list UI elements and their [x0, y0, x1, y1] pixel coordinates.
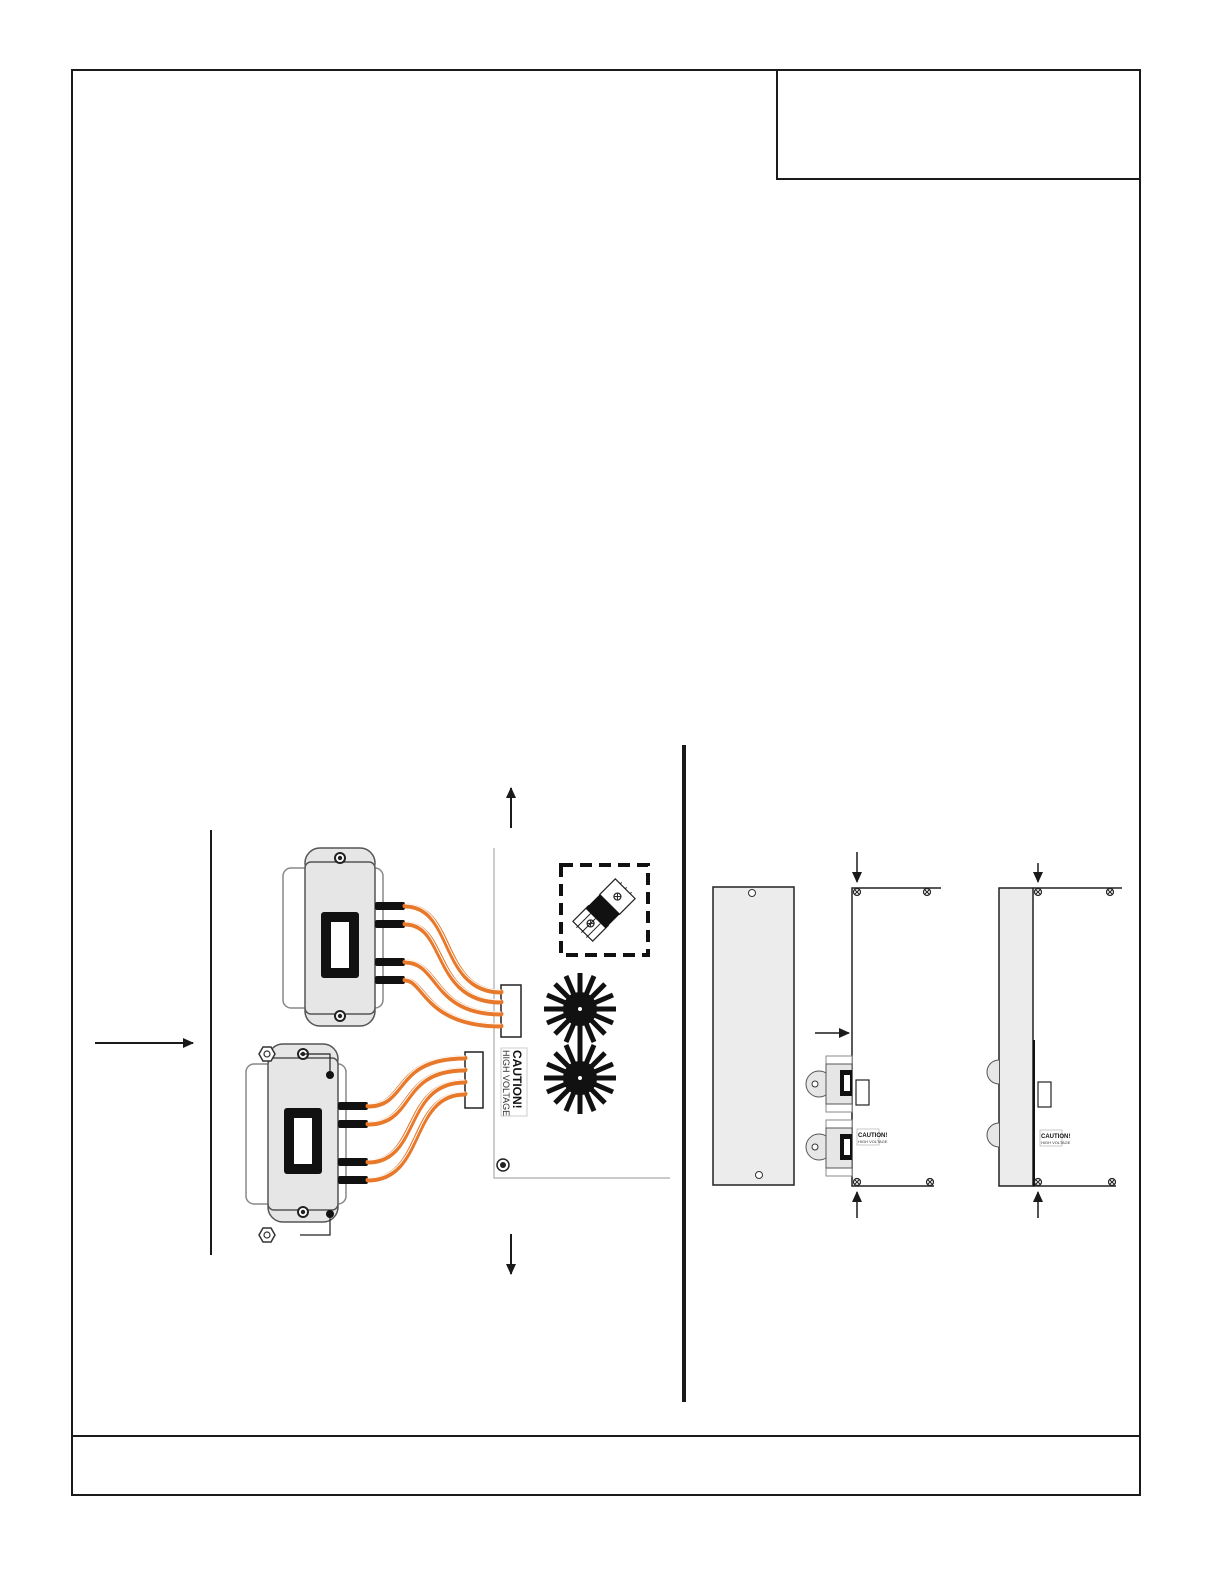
left-assembly [95, 788, 670, 1274]
transformer-icon [987, 1123, 999, 1147]
heatsink-icon [544, 973, 616, 1045]
pcb-mount-hole [497, 1159, 509, 1171]
caution-title: CAUTION! [510, 1050, 524, 1109]
title-block [777, 70, 1140, 179]
nut-icon [259, 1228, 275, 1242]
connector-icon [501, 985, 521, 1037]
caution-subtitle: HIGH VOLTAGE [501, 1050, 511, 1117]
caution-small-subtitle: HIGH VOLTAGE [1041, 1140, 1071, 1145]
right-assembly [713, 852, 1122, 1218]
screw-icon [927, 1179, 934, 1186]
screw-icon [924, 889, 931, 896]
panel-hole [756, 1172, 763, 1179]
caution-small-subtitle: HIGH VOLTAGE [858, 1139, 888, 1144]
caution-label [501, 1048, 527, 1116]
caution-small-title: CAUTION! [1041, 1134, 1071, 1140]
transformer-icon [806, 1120, 852, 1176]
screw-icon [1107, 889, 1114, 896]
front-panel [713, 887, 794, 1185]
caution-label-small [1040, 1130, 1071, 1146]
transformer-icon [987, 1060, 999, 1084]
screw-icon [1035, 889, 1042, 896]
screw-icon [854, 889, 861, 896]
transformer-icon [283, 848, 383, 1026]
wire-harness [405, 906, 501, 1026]
caution-small-title: CAUTION! [858, 1133, 888, 1139]
connector-icon [856, 1080, 869, 1105]
wire-highlight [405, 904, 501, 1024]
heatsink-icon [544, 1042, 616, 1114]
screw-icon [1035, 1179, 1042, 1186]
panel-hole [749, 890, 756, 897]
connector-icon [1038, 1082, 1051, 1107]
wire-harness [368, 1058, 465, 1180]
screw-icon [854, 1179, 861, 1186]
transformer-icon [246, 1044, 346, 1222]
screw-icon [1109, 1179, 1116, 1186]
connector-icon [465, 1052, 483, 1108]
transformer-icon [806, 1056, 852, 1112]
nut-icon [259, 1047, 275, 1061]
caution-label-small [857, 1129, 888, 1145]
page-border [72, 70, 1140, 1495]
front-panel-side [999, 888, 1033, 1186]
